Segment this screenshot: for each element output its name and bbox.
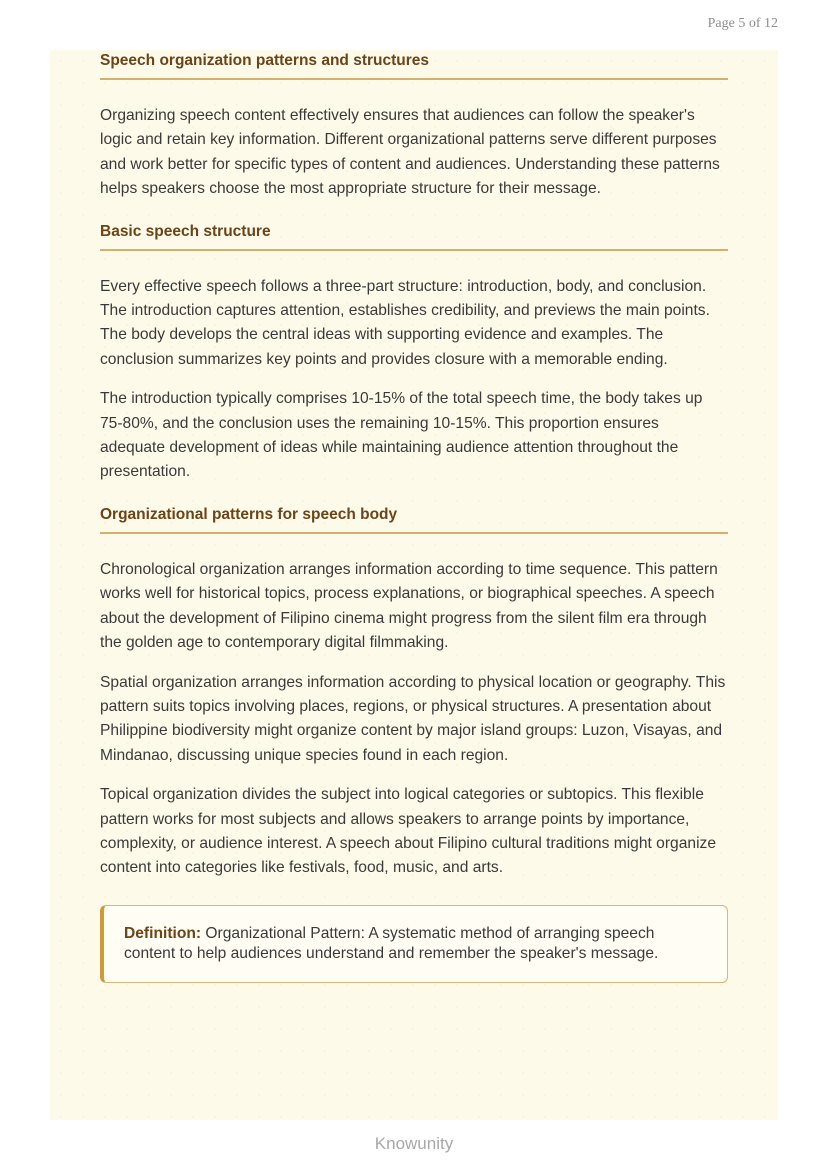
page-content bbox=[100, 50, 728, 983]
paragraph: Organizing speech content effectively ensures that audiences can follow the speaker's logic and retain key information. Different organizational patterns serve different purposes and work better for specific types of content and audiences. Understanding these patterns helps speakers choose the most appropriate structure for their message. bbox=[100, 107, 720, 198]
section-heading-basic-structure: Basic speech structure bbox=[100, 222, 728, 251]
section-heading-speech-organization: Speech organization patterns and structures bbox=[100, 51, 728, 80]
document-page bbox=[50, 50, 778, 1120]
paragraph: Topical organization divides the subject into logical categories or subtopics. This flexible pattern works for most subjects and allows speakers to arrange points by importance, complexity, or audience interest. A speech about Filipino cultural traditions might organize content into categories like festivals, food, music, and arts. bbox=[100, 786, 716, 877]
paragraph: The introduction typically comprises 10-15% of the total speech time, the body takes up 75-80%, and the conclusion uses the remaining 10-15%. This proportion ensures adequate development of ideas while maintaining audience attention throughout the presentation. bbox=[100, 390, 703, 481]
paragraph: Chronological organization arranges information according to time sequence. This pattern works well for historical topics, process explanations, or biographical speeches. A speech about the development of Filipino cinema might progress from the silent film era through the golden age to contemporary digital filmmaking. bbox=[100, 560, 718, 652]
section-heading-organizational-patterns: Organizational patterns for speech body bbox=[100, 505, 728, 534]
paragraph: Spatial organization arranges information according to physical location or geography. This pattern suits topics involving places, regions, or physical structures. A presentation about Philippine biodiversity might organize content by major island groups: Luzon, Visayas, and Mindanao, discussing unique species found in each region. bbox=[100, 673, 726, 764]
definition-text: Organizational Pattern: A systematic method of arranging speech content to help audiences understand and remember the speaker's message. bbox=[124, 924, 659, 963]
definition-callout bbox=[100, 905, 728, 983]
paragraph: Every effective speech follows a three-part structure: introduction, body, and conclusion. The introduction captures attention, establishes credibility, and previews the main points. The body develops the central ideas with supporting evidence and examples. The conclusion summarizes key points and provides closure with a memorable ending. bbox=[100, 277, 710, 368]
definition-label: Definition: bbox=[124, 924, 202, 942]
footer-brand: Knowunity bbox=[374, 1134, 454, 1153]
page-indicator: Page 5 of 12 bbox=[707, 16, 778, 31]
